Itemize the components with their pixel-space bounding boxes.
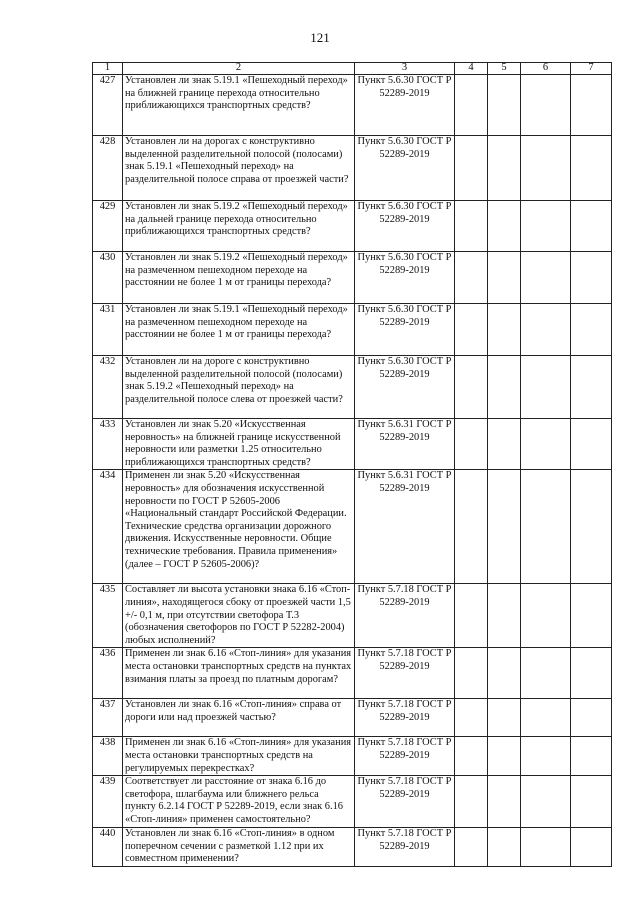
answer-cell-col4 [455, 828, 488, 867]
answer-cell-col5 [488, 419, 521, 470]
reference-cell: Пункт 5.6.31 ГОСТ Р 52289-2019 [355, 419, 455, 470]
table-row [93, 356, 612, 419]
answer-cell-col7 [571, 584, 612, 648]
answer-cell-col7 [571, 252, 612, 304]
question-cell: Установлен ли знак 5.19.2 «Пешеходный переход» на дальней границе перехода относительно приближающихся транспортных средств? [123, 201, 355, 252]
reference-cell: Пункт 5.7.18 ГОСТ Р 52289-2019 [355, 737, 455, 776]
reference-cell: Пункт 5.6.30 ГОСТ Р 52289-2019 [355, 252, 455, 304]
answer-cell-col5 [488, 470, 521, 584]
row-number-cell: 434 [93, 470, 123, 584]
table-row [93, 584, 612, 648]
answer-cell-col4 [455, 419, 488, 470]
answer-cell-col5 [488, 75, 521, 136]
answer-cell-col5 [488, 584, 521, 648]
answer-cell-col4 [455, 737, 488, 776]
answer-cell-col5 [488, 252, 521, 304]
column-header: 2 [123, 63, 355, 75]
row-number-cell: 436 [93, 648, 123, 699]
answer-cell-col7 [571, 776, 612, 828]
answer-cell-col6 [521, 136, 571, 201]
table-row [93, 201, 612, 252]
answer-cell-col7 [571, 75, 612, 136]
row-number-cell: 438 [93, 737, 123, 776]
answer-cell-col4 [455, 776, 488, 828]
question-cell: Установлен ли на дороге с конструктивно выделенной разделительной полосой (полосами) знак 5.19.2 «Пешеходный переход» на разделительной полосе слева от проезжей части? [123, 356, 355, 419]
table-row [93, 75, 612, 136]
answer-cell-col4 [455, 470, 488, 584]
answer-cell-col7 [571, 699, 612, 737]
row-number-cell: 432 [93, 356, 123, 419]
answer-cell-col4 [455, 75, 488, 136]
row-number-cell: 440 [93, 828, 123, 867]
reference-cell: Пункт 5.7.18 ГОСТ Р 52289-2019 [355, 828, 455, 867]
table-row [93, 737, 612, 776]
table-row [93, 648, 612, 699]
answer-cell-col5 [488, 304, 521, 356]
table-row [93, 136, 612, 201]
column-header: 5 [488, 63, 521, 75]
table-row [93, 776, 612, 828]
reference-cell: Пункт 5.7.18 ГОСТ Р 52289-2019 [355, 776, 455, 828]
answer-cell-col6 [521, 470, 571, 584]
reference-cell: Пункт 5.6.31 ГОСТ Р 52289-2019 [355, 470, 455, 584]
answer-cell-col5 [488, 776, 521, 828]
answer-cell-col7 [571, 470, 612, 584]
question-cell: Применен ли знак 6.16 «Стоп-линия» для указания места остановки транспортных средств на пунктах взимания платы за проезд по платным дорогам? [123, 648, 355, 699]
answer-cell-col4 [455, 136, 488, 201]
answer-cell-col6 [521, 699, 571, 737]
question-cell: Составляет ли высота установки знака 6.16 «Стоп-линия», находящегося сбоку от проезжей части 1,5 +/- 0,1 м, при отсутствии светофора Т.3 (обозначения светофоров по ГОСТ Р 52282-2004) любых исполнений? [123, 584, 355, 648]
reference-cell: Пункт 5.6.30 ГОСТ Р 52289-2019 [355, 201, 455, 252]
row-number-cell: 427 [93, 75, 123, 136]
answer-cell-col6 [521, 356, 571, 419]
reference-cell: Пункт 5.6.30 ГОСТ Р 52289-2019 [355, 304, 455, 356]
question-cell: Установлен ли знак 5.20 «Искусственная неровность» на ближней границе искусственной неровности или разметки 1.25 относительно приближающихся транспортных средств? [123, 419, 355, 470]
table-row [93, 252, 612, 304]
answer-cell-col6 [521, 419, 571, 470]
reference-cell: Пункт 5.7.18 ГОСТ Р 52289-2019 [355, 584, 455, 648]
reference-cell: Пункт 5.6.30 ГОСТ Р 52289-2019 [355, 356, 455, 419]
answer-cell-col4 [455, 584, 488, 648]
table-row [93, 699, 612, 737]
answer-cell-col6 [521, 828, 571, 867]
page-number: 121 [310, 30, 330, 45]
answer-cell-col7 [571, 304, 612, 356]
column-header: 7 [571, 63, 612, 75]
answer-cell-col6 [521, 737, 571, 776]
question-cell: Применен ли знак 6.16 «Стоп-линия» для указания места остановки транспортных средств на регулируемых перекрестках? [123, 737, 355, 776]
answer-cell-col4 [455, 699, 488, 737]
checklist-table [92, 62, 612, 867]
answer-cell-col6 [521, 648, 571, 699]
table-row [93, 419, 612, 470]
question-cell: Установлен ли знак 5.19.1 «Пешеходный переход» на размеченном пешеходном переходе на расстоянии не более 1 м от границы перехода? [123, 304, 355, 356]
reference-cell: Пункт 5.6.30 ГОСТ Р 52289-2019 [355, 136, 455, 201]
question-cell: Применен ли знак 5.20 «Искусственная неровность» для обозначения искусственной неровности по ГОСТ Р 52605-2006 «Национальный стандарт Российской Федерации. Технические средства организации дорожного движения. Искусственные неровности. Общие технические требования. Правила применения» (далее – ГОСТ Р 52605-2006)? [123, 470, 355, 584]
question-cell: Соответствует ли расстояние от знака 6.16 до светофора, шлагбаума или ближнего рельса пункту 6.2.14 ГОСТ Р 52289-2019, если знак 6.16 «Стоп-линия» применен самостоятельно? [123, 776, 355, 828]
answer-cell-col5 [488, 136, 521, 201]
answer-cell-col7 [571, 356, 612, 419]
answer-cell-col7 [571, 828, 612, 867]
answer-cell-col5 [488, 699, 521, 737]
row-number-cell: 428 [93, 136, 123, 201]
table-row [93, 470, 612, 584]
reference-cell: Пункт 5.7.18 ГОСТ Р 52289-2019 [355, 699, 455, 737]
answer-cell-col6 [521, 201, 571, 252]
column-header: 3 [355, 63, 455, 75]
answer-cell-col4 [455, 201, 488, 252]
answer-cell-col5 [488, 356, 521, 419]
answer-cell-col7 [571, 419, 612, 470]
question-cell: Установлен ли на дорогах с конструктивно выделенной разделительной полосой (полосами) знак 5.19.1 «Пешеходный переход» на разделительной полосе справа от проезжей части? [123, 136, 355, 201]
answer-cell-col5 [488, 737, 521, 776]
table-header-row [93, 63, 612, 75]
answer-cell-col5 [488, 648, 521, 699]
answer-cell-col4 [455, 252, 488, 304]
row-number-cell: 433 [93, 419, 123, 470]
question-cell: Установлен ли знак 5.19.2 «Пешеходный переход» на размеченном пешеходном переходе на расстоянии не более 1 м от границы перехода? [123, 252, 355, 304]
answer-cell-col6 [521, 75, 571, 136]
table-body [93, 75, 612, 867]
row-number-cell: 437 [93, 699, 123, 737]
answer-cell-col4 [455, 356, 488, 419]
table-row [93, 828, 612, 867]
answer-cell-col5 [488, 828, 521, 867]
reference-cell: Пункт 5.6.30 ГОСТ Р 52289-2019 [355, 75, 455, 136]
column-header: 4 [455, 63, 488, 75]
column-header: 1 [93, 63, 123, 75]
answer-cell-col7 [571, 648, 612, 699]
answer-cell-col7 [571, 201, 612, 252]
answer-cell-col6 [521, 304, 571, 356]
question-cell: Установлен ли знак 6.16 «Стоп-линия» справа от дороги или над проезжей частью? [123, 699, 355, 737]
answer-cell-col7 [571, 136, 612, 201]
reference-cell: Пункт 5.7.18 ГОСТ Р 52289-2019 [355, 648, 455, 699]
row-number-cell: 429 [93, 201, 123, 252]
row-number-cell: 435 [93, 584, 123, 648]
answer-cell-col6 [521, 584, 571, 648]
table-row [93, 304, 612, 356]
question-cell: Установлен ли знак 6.16 «Стоп-линия» в одном поперечном сечении с разметкой 1.12 при их совместном применении? [123, 828, 355, 867]
answer-cell-col6 [521, 776, 571, 828]
answer-cell-col4 [455, 304, 488, 356]
answer-cell-col5 [488, 201, 521, 252]
row-number-cell: 439 [93, 776, 123, 828]
answer-cell-col6 [521, 252, 571, 304]
answer-cell-col7 [571, 737, 612, 776]
row-number-cell: 431 [93, 304, 123, 356]
column-header: 6 [521, 63, 571, 75]
row-number-cell: 430 [93, 252, 123, 304]
answer-cell-col4 [455, 648, 488, 699]
question-cell: Установлен ли знак 5.19.1 «Пешеходный переход» на ближней границе перехода относительно приближающихся транспортных средств? [123, 75, 355, 136]
